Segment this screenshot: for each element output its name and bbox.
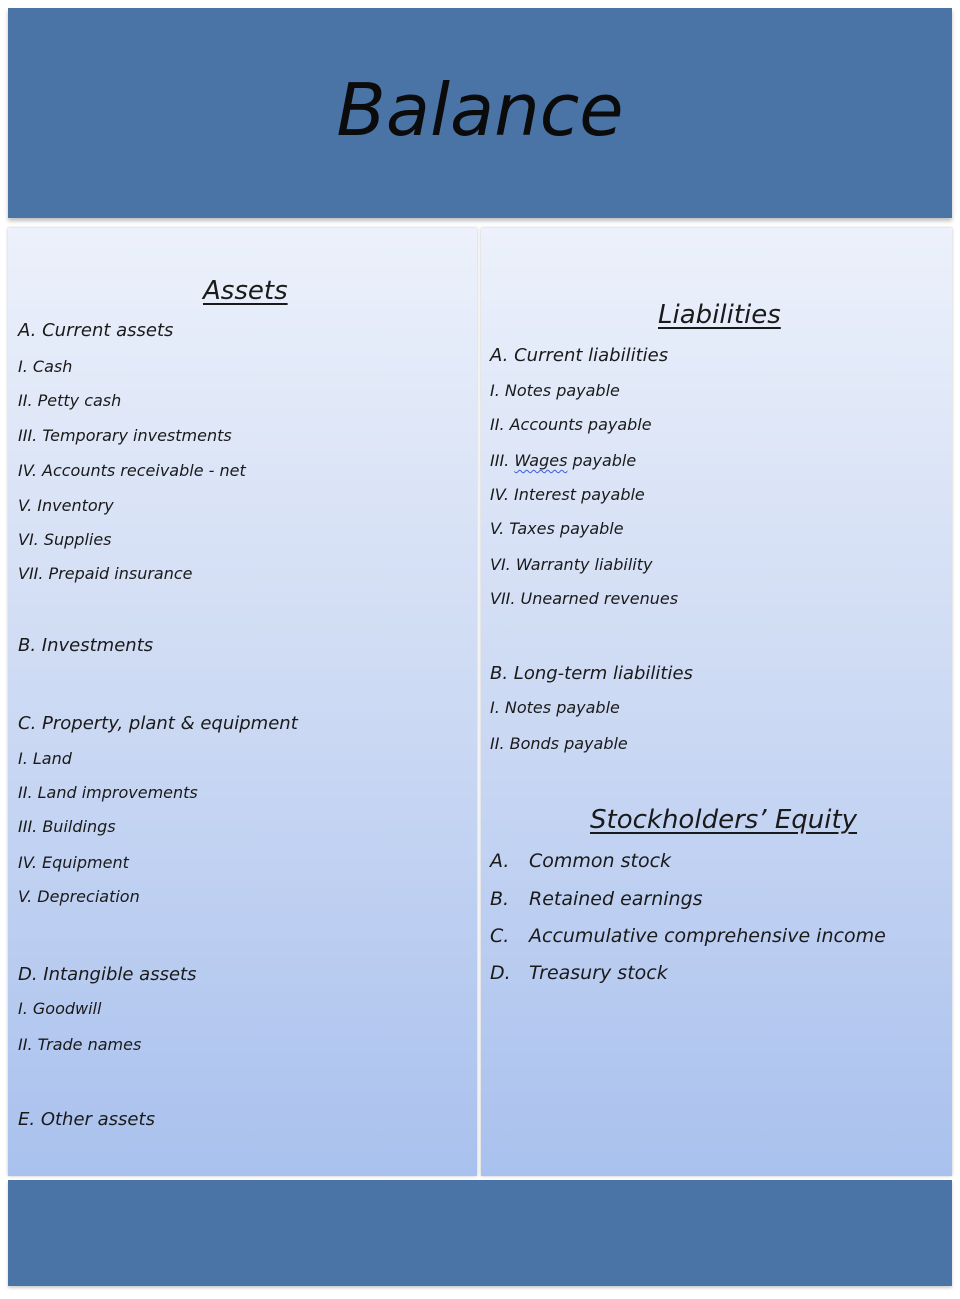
asset-item: IV. Equipment <box>18 853 129 872</box>
liability-item: VII. Unearned revenues <box>490 589 679 608</box>
liability-item: II. Bonds payable <box>490 734 628 753</box>
other-assets-label: E. Other assets <box>18 1109 155 1130</box>
asset-item: IV. Accounts receivable - net <box>18 461 246 480</box>
asset-item: VII. Prepaid insurance <box>18 564 193 583</box>
liability-item: II. Accounts payable <box>490 415 652 434</box>
equity-item: Treasury stock <box>529 962 668 984</box>
investments-label: B. Investments <box>18 635 154 656</box>
equity-heading: Stockholders’ Equity <box>590 805 858 835</box>
asset-item: III. Temporary investments <box>18 426 232 445</box>
current-liabilities-label: A. Current liabilities <box>490 345 669 366</box>
equity-letter: B. <box>490 888 510 910</box>
equity-item: Accumulative comprehensive income <box>529 925 886 947</box>
ppe-label: C. Property, plant & equipment <box>18 713 298 734</box>
asset-item: II. Trade names <box>18 1035 142 1054</box>
liabilities-heading: Liabilities <box>658 300 781 330</box>
liability-item: I. Notes payable <box>490 381 620 400</box>
assets-heading: Assets <box>203 276 288 306</box>
longterm-liabilities-label: B. Long-term liabilities <box>490 663 693 684</box>
equity-item: Common stock <box>529 850 672 872</box>
equity-letter: A. <box>490 850 510 872</box>
footer-banner <box>8 1180 952 1286</box>
asset-item: I. Land <box>18 749 72 768</box>
liability-item: VI. Warranty liability <box>490 555 653 574</box>
asset-item: V. Inventory <box>18 496 114 515</box>
header-banner <box>8 8 952 218</box>
asset-item: II. Petty cash <box>18 391 122 410</box>
asset-item: VI. Supplies <box>18 530 112 549</box>
asset-item: III. Buildings <box>18 817 116 836</box>
intangible-assets-label: D. Intangible assets <box>18 964 197 985</box>
equity-letter: C. <box>490 925 510 947</box>
liability-item: V. Taxes payable <box>490 519 624 538</box>
spellcheck-word: Wages <box>514 451 568 470</box>
current-assets-label: A. Current assets <box>18 320 174 341</box>
asset-item: V. Depreciation <box>18 887 140 906</box>
assets-panel <box>8 228 477 1176</box>
liability-item: I. Notes payable <box>490 698 620 717</box>
liability-item-wages <box>490 453 636 469</box>
page-title: Balance <box>336 68 624 152</box>
asset-item: I. Goodwill <box>18 999 102 1018</box>
equity-item: Retained earnings <box>529 888 703 910</box>
liability-item: IV. Interest payable <box>490 485 645 504</box>
asset-item: I. Cash <box>18 357 73 376</box>
liability-item-prefix: III. <box>490 451 515 470</box>
asset-item: II. Land improvements <box>18 783 198 802</box>
equity-letter: D. <box>490 962 511 984</box>
liability-item-suffix: payable <box>567 451 637 470</box>
